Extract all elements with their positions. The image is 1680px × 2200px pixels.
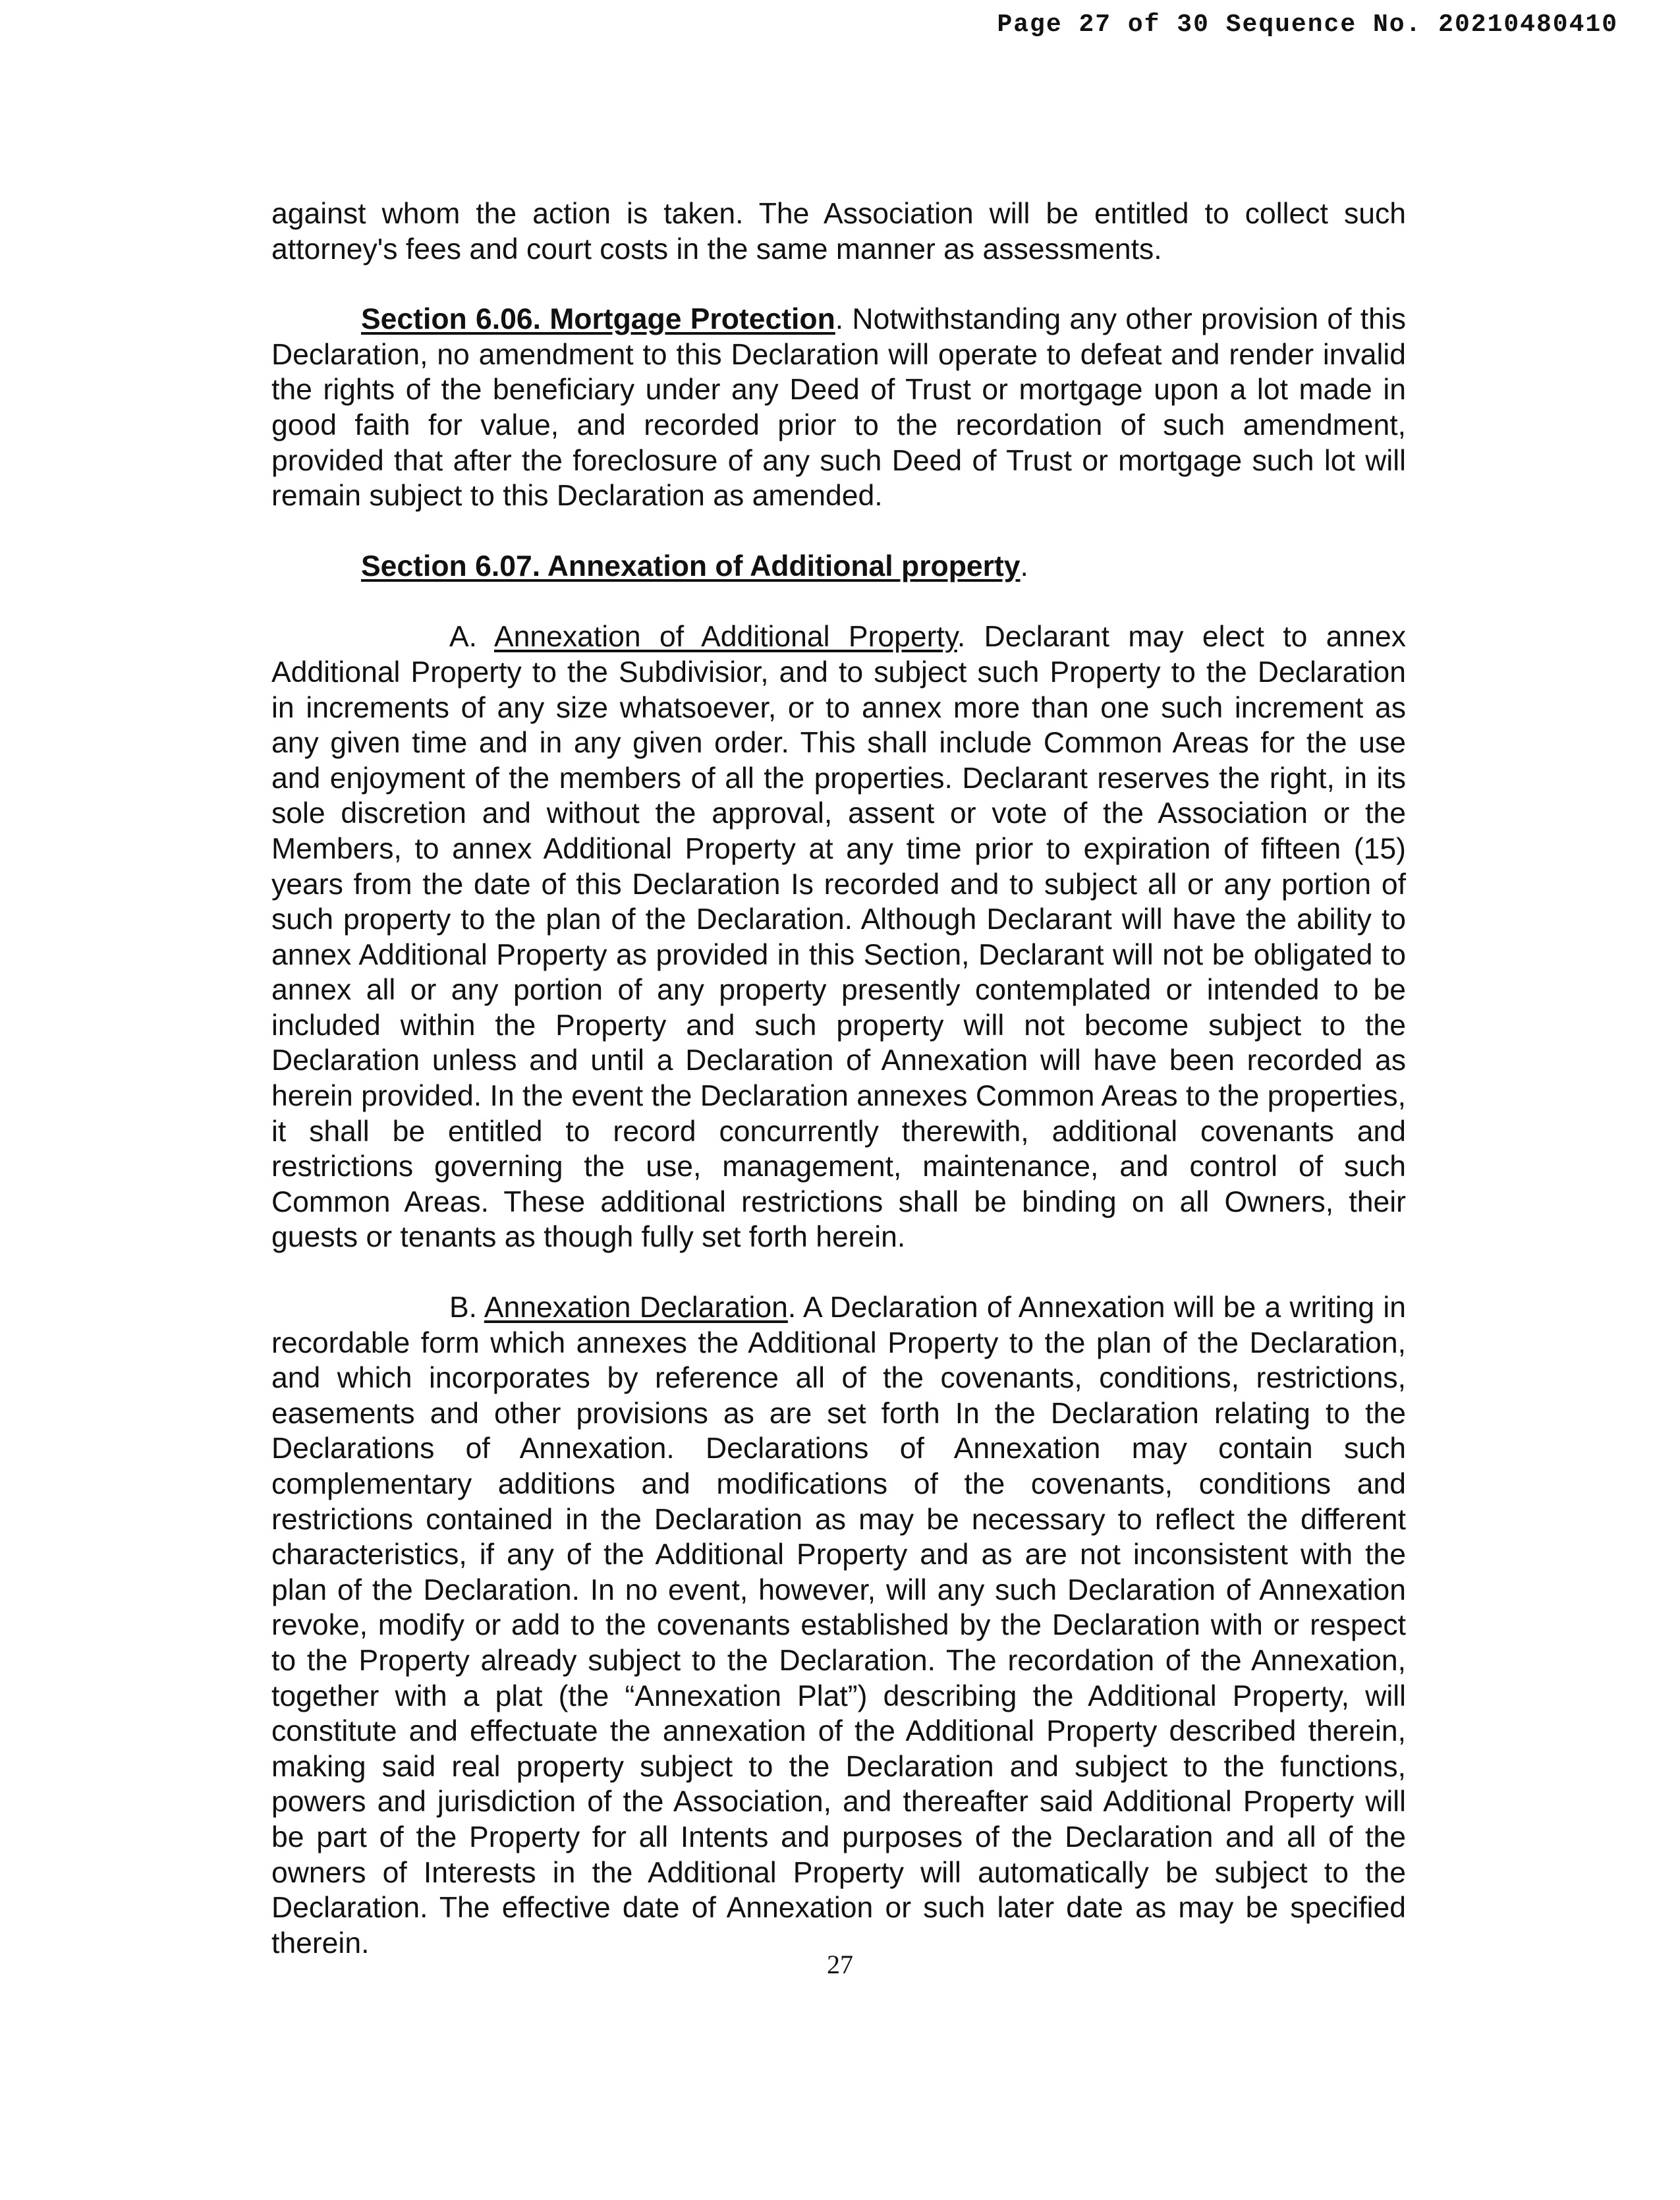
subsection-b-heading-punct: . [787,1291,797,1324]
subsection-a-paragraph [271,619,1406,1255]
subsection-a-label: A. [449,621,494,654]
document-body [271,196,1406,1961]
section-6-06-text: Notwithstanding any other provision of this Declaration, no amendment to this Declaration will operate to defeat and render invalid the rights of the beneficiary under any Deed of Trust or mortgage upon a lot made in good faith for value, and recorded prior to the recordation of such amendment, provided that after the foreclosure of any such Deed of Trust or mortgage such lot will remain subject to this Declaration as amended. [271,303,1407,513]
section-6-06-paragraph [271,302,1406,514]
section-6-07-heading-punct: . [1020,550,1028,582]
subsection-b-label: B. [449,1291,484,1324]
subsection-a-heading: Annexation of Additional Property [493,621,957,654]
continuation-paragraph: against whom the action is taken. The Association will be entitled to collect such attorney's fees and court costs in the same manner as assessments. [271,198,1406,266]
recording-header: Page 27 of 30 Sequence No. 20210480410 [997,11,1618,39]
section-6-06-heading-punct: . [835,303,844,336]
page-number: 27 [827,1950,853,1979]
subsection-a-heading-punct: . [957,621,966,654]
subsection-b-heading: Annexation Declaration [484,1291,788,1324]
section-6-07-paragraph [271,549,1406,584]
subsection-b-text: A Declaration of Annexation will be a writing in recordable form which annexes the Additional Property to the plan of the Declaration, and which incorporates by reference all of the covenants, conditions, restrictions, easements and other provisions as are set forth In the Declaration relating to the Declarations of Annexation. Declarations of Annexation may contain such complementary additions and modifications of the covenants, conditions and restrictions contained in the Declaration as may be necessary to reflect the different characteristics, if any of the Additional Property and as are not inconsistent with the plan of the Declaration. In no event, however, will any such Declaration of Annexation revoke, modify or add to the covenants established by the Declaration with or respect to the Property already subject to the Declaration. The recordation of the Annexation, together with a plat (the “Annexation Plat”) describing the Additional Property, will constitute and effectuate the annexation of the Additional Property described therein, making said real property subject to the Declaration and subject to the functions, powers and jurisdiction of the Association, and thereafter said Additional Property will be part of the Property for all Intents and purposes of the Declaration and all of the owners of Interests in the Additional Property will automatically be subject to the Declaration. The effective date of Annexation or such later date as may be specified therein. [271,1291,1407,1960]
subsection-b-paragraph [271,1290,1406,1961]
section-6-06-heading: Section 6.06. Mortgage Protection [361,303,835,336]
section-6-07-heading: Section 6.07. Annexation of Additional property [361,550,1021,582]
subsection-a-text: Declarant may elect to annex Additional Property to the Subdivisior, and to subject such Property to the Declaration in increments of any size whatsoever, or to annex more than one such increment as any given time and in any given order. This shall include Common Areas for the use and enjoyment of the members of all the properties. Declarant reserves the right, in its sole discretion and without the approval, assent or vote of the Association or the Members, to annex Additional Property at any time prior to expiration of fifteen (15) years from the date of this Declaration Is recorded and to subject all or any portion of such property to the plan of the Declaration. Although Declarant will have the ability to annex Additional Property as provided in this Section, Declarant will not be obligated to annex all or any portion of any property presently contemplated or intended to be included within the Property and such property will not become subject to the Declaration unless and until a Declaration of Annexation will have been recorded as herein provided. In the event the Declaration annexes Common Areas to the properties, it shall be entitled to record concurrently therewith, additional covenants and restrictions governing the use, management, maintenance, and control of such Common Areas. These additional restrictions shall be binding on all Owners, their guests or tenants as though fully set forth herein. [271,621,1406,1254]
